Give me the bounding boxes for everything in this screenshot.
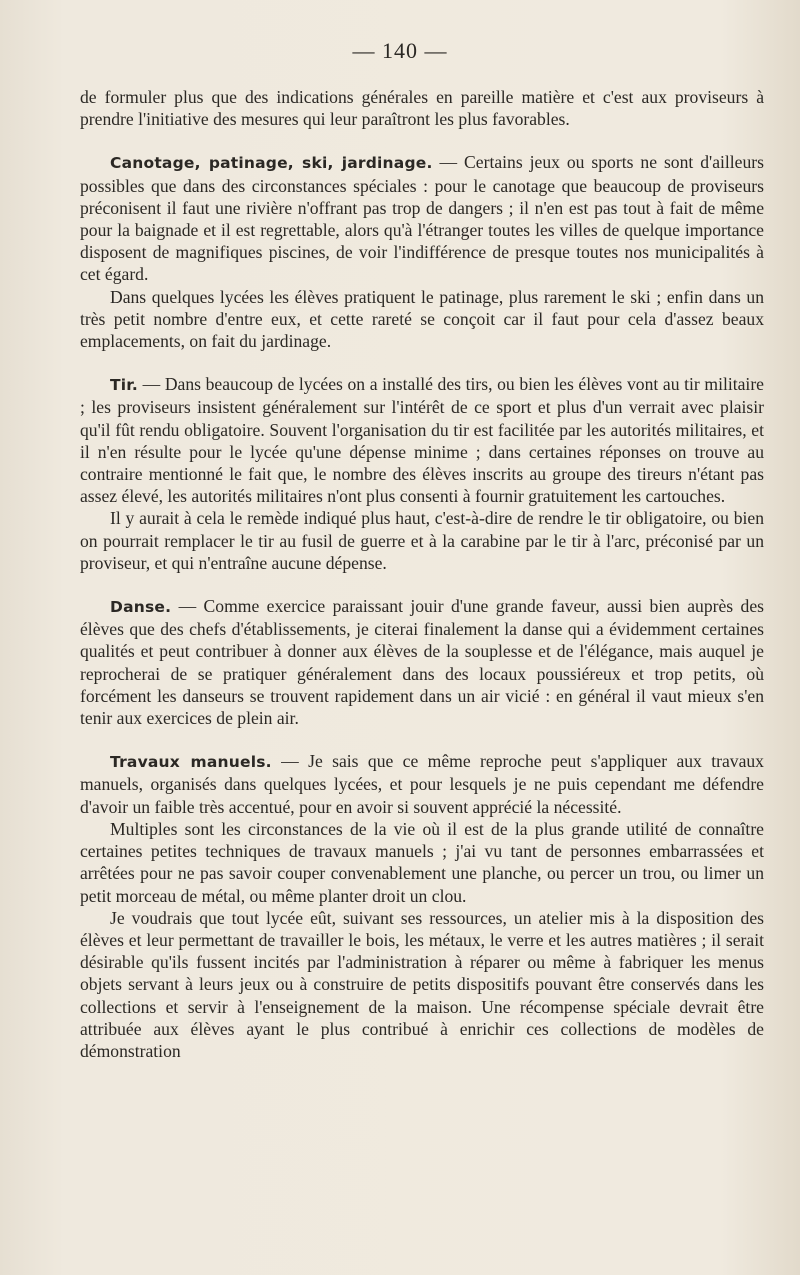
section-travaux-manuels — [80, 750, 764, 1062]
section-canotage — [80, 151, 764, 352]
section-paragraph: Il y aurait à cela le remède indiqué plus haut, c'est-à-dire de rendre le tir obligatoire, ou bien on pourrait remplacer le tir au fusil de guerre et à la carabine par le tir à l'arc, préconisé par un proviseur, et qui n'entraîne aucune dépense. — [80, 508, 764, 573]
section-paragraph — [80, 373, 764, 507]
section-heading: Canotage, patinage, ski, jardinage. — [110, 154, 433, 173]
section-paragraph — [80, 750, 764, 818]
section-paragraph: Je voudrais que tout lycée eût, suivant ses ressources, un atelier mis à la disposition des élèves et leur permettant de travailler le bois, les métaux, le verre et les autres matières ; il serait désirable qu'ils fussent incités par l'administration à réparer ou même à fabriquer les menus objets servant à leurs jeux ou à construire de petits dispositifs pouvant être conservés dans les collections et servir à l'enseignement de la maison. Une récompense spéciale devrait être attribuée aux élèves ayant le plus contribué à enrichir ces collections de modèles de démonstration — [80, 907, 764, 1061]
section-heading: Danse. — [110, 598, 172, 617]
paragraph-text: — Dans beaucoup de lycées on a installé des tirs, ou bien les élèves vont au tir militaire ; les proviseurs insistent généralement sur l'intérêt de ce sport et plus d'un verrait avec plaisir qu'il fût rendu obligatoire. Souvent l'organisation du tir est facilitée par les autorités militaires, et il n'en résulte pour le lycée qu'une dépense minime ; dans certaines réponses on trouve au contraire mentionné le fait que, le nombre des élèves inscrits au groupe des tireurs n'étant pas assez élevé, les autorités militaires n'ont plus consenti à fournir gratuitement les cartouches. — [80, 374, 764, 507]
section-paragraph — [80, 151, 764, 285]
intro-paragraph: de formuler plus que des indications générales en pareille matière et c'est aux proviseurs à prendre l'initiative des mesures qui leur paraîtront les plus favorables. — [80, 87, 764, 130]
paragraph-text: — Certains jeux ou sports ne sont d'ailleurs possibles que dans des circonstances spéciales : pour le canotage que beaucoup de proviseurs préconisent il faut une rivière n'offrant pas trop de dangers ; il n'en est pas tout à fait de même pour la baignade et il est regrettable, alors qu'à l'étranger toutes les villes de quelque importance disposent de magnifiques piscines, de voir l'indifférence de presque toutes nos municipalités à cet égard. — [80, 152, 764, 285]
section-paragraph: Multiples sont les circonstances de la vie où il est de la plus grande utilité de connaître certaines petites techniques de travaux manuels ; j'ai vu tant de personnes embarrassées et arrêtées pour ne pas savoir couper convenablement une planche, ou percer un trou, ou limer un petit morceau de métal, ou même planter droit un clou. — [80, 818, 764, 906]
section-tir — [80, 373, 764, 574]
section-heading: Tir. — [110, 376, 139, 395]
section-heading: Travaux manuels. — [110, 753, 272, 772]
section-paragraph: Dans quelques lycées les élèves pratiquent le patinage, plus rarement le ski ; enfin dans un très petit nombre d'entre eux, et cette rareté se conçoit car il faut pour cela d'assez beaux emplacements, on fait du jardinage. — [80, 286, 764, 352]
page-number: — 140 — — [352, 38, 448, 63]
section-paragraph — [80, 595, 764, 729]
paragraph-text: — Comme exercice paraissant jouir d'une grande faveur, aussi bien auprès des élèves que des chefs d'établissements, je citerai finalement la danse qui a évidemment certaines qualités et peut contribuer à donner aux élèves de la souplesse et de l'élégance, mais auquel je reprocherai de se pratiquer généralement dans des locaux poussiéreux et trop petits, où forcément les danseurs se trouvent rapidement dans un air vicié : en général il vaut mieux s'en tenir aux exercices de plein air. — [80, 596, 764, 729]
paragraph-text: — Je sais que ce même reproche peut s'appliquer aux travaux manuels, organisés dans quelques lycées, et pour lesquels je ne puis cependant me défendre d'avoir un faible très accentué, pour en avoir si souvent apprécié la nécessité. — [80, 751, 764, 817]
section-danse — [80, 595, 764, 729]
page-body — [80, 86, 764, 1062]
